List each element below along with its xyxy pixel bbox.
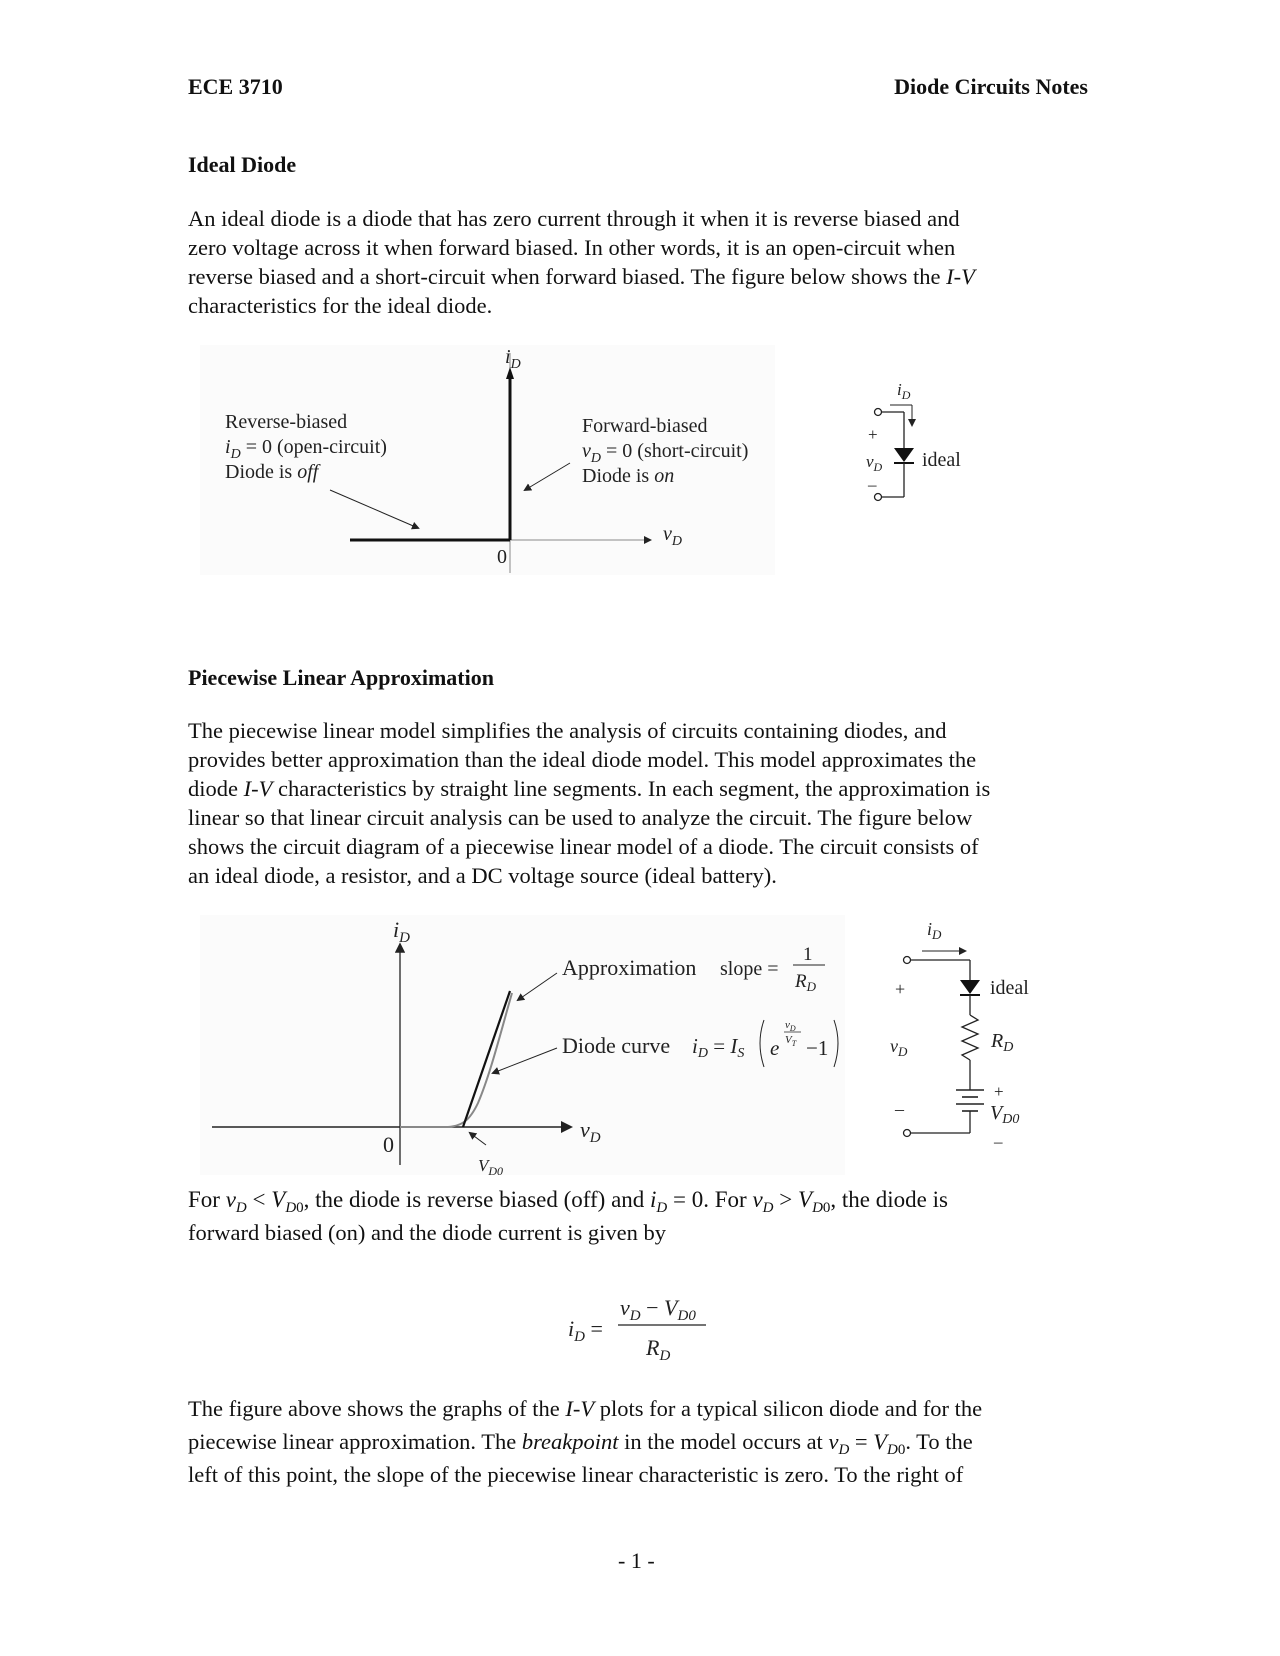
iv-term: I-V (946, 264, 975, 289)
ideal-diode-heading: Ideal Diode (188, 152, 297, 177)
paragraph-line: An ideal diode is a diode that has zero current through it when it is reverse biased and (188, 206, 960, 231)
equation-numerator: $v_D - V_{D0}$ (620, 1295, 696, 1324)
approximation-label: Approximation (562, 955, 697, 980)
slope-numerator: 1 (803, 944, 813, 965)
paragraph-line: provides better approximation than the ideal diode model. This model approximates the (188, 747, 977, 772)
circuit-label-iD: $i_D$ (897, 380, 911, 402)
current-equation (560, 1290, 720, 1370)
paragraph-line: an ideal diode, a resistor, and a DC voltage source (ideal battery). (188, 863, 777, 888)
source-plus-sign: + (994, 1082, 1004, 1101)
line-text: characteristics by straight line segments. In each segment, the approximation is (272, 776, 991, 801)
piecewise-figure (200, 915, 1100, 1175)
source-minus-sign: – (994, 1132, 1003, 1151)
closing-paragraph (188, 1392, 1108, 1491)
line-text: For (188, 1187, 226, 1212)
paragraph-line: linear so that linear circuit analysis can be used to analyze the circuit. The figure below (188, 805, 973, 830)
ideal-diode-figure-svg (200, 345, 1000, 585)
origin-label: 0 (383, 1132, 394, 1157)
minus-one: −1 (806, 1036, 829, 1060)
paragraph-line: piecewise linear approximation. The breakpoint in the model occurs at $v_D = V_{D0}$. To the (188, 1429, 973, 1458)
ideal-diode-symbol (875, 405, 915, 501)
ideal-label: ideal (922, 449, 961, 471)
ideal-diode-paragraph (188, 204, 1088, 320)
current-equation-svg (560, 1290, 720, 1370)
forward-state: Diode is on (582, 465, 675, 487)
line-text: diode (188, 776, 244, 801)
circuit-label-iD: $i_D$ (927, 919, 942, 942)
slope-label: slope = (720, 958, 779, 980)
iv-term: I-V (565, 1396, 595, 1421)
paragraph-line: left of this point, the slope of the piecewise linear characteristic is zero. To the right of (188, 1462, 964, 1487)
piecewise-paragraph (188, 716, 1088, 890)
paragraph-line (188, 262, 1088, 291)
exp-denominator: $V_T$ (785, 1034, 797, 1048)
paragraph-line: shows the circuit diagram of a piecewise linear model of a diode. The circuit consists of (188, 834, 979, 859)
exp-base: e (770, 1036, 780, 1060)
circuit-label-vD: $v_D$ (866, 452, 883, 474)
plus-sign: + (895, 979, 906, 999)
plus-sign: + (868, 425, 878, 444)
line-text: . For (703, 1187, 753, 1212)
circuit-label-vD: $v_D$ (890, 1036, 908, 1059)
minus-sign: – (895, 1099, 904, 1119)
condition-line: For $v_D < V_{D0}$, the diode is reverse biased (off) and $i_D = 0$. For $v_D > V_{D0}$, the diode is (188, 1187, 948, 1216)
line-text: , the diode is reverse biased (off) and (303, 1187, 651, 1212)
course-code: ECE 3710 (188, 74, 283, 99)
axis-label-vD: $v_D$ (663, 523, 683, 549)
equation-lhs: $i_D$ = (568, 1316, 603, 1345)
line-text: The figure above shows the graphs of the (188, 1396, 566, 1421)
document-title: Diode Circuits Notes (894, 74, 1088, 99)
paragraph-line (188, 1392, 1108, 1425)
line-text: reverse biased and a short-circuit when forward biased. The figure below shows the (188, 264, 947, 289)
breakpoint-term: breakpoint (521, 1429, 619, 1454)
equation-denominator: $R_D$ (646, 1335, 671, 1364)
minus-sign: – (868, 475, 877, 494)
line-text: piecewise linear approximation. The (188, 1429, 522, 1454)
paragraph-line: characteristics for the ideal diode. (188, 293, 493, 318)
diode-curve-label: Diode curve (562, 1033, 671, 1058)
reverse-state: Diode is off (225, 461, 319, 483)
origin-label: 0 (497, 546, 507, 568)
forward-title: Forward-biased (582, 415, 708, 437)
line-text: , the diode is (830, 1187, 948, 1212)
line-text: plots for a typical silicon diode and for the (594, 1396, 983, 1421)
ideal-diode-figure (200, 345, 1000, 585)
figure-background (200, 915, 845, 1175)
iv-term: I-V (243, 776, 273, 801)
axis-label-iD: $i_D$ (393, 917, 410, 946)
diode-curve-equation: iD = IS (692, 1034, 745, 1061)
ideal-label: ideal (990, 977, 1029, 999)
line-text: . To the (905, 1429, 973, 1454)
piecewise-circuit (904, 951, 985, 1137)
piecewise-heading: Piecewise Linear Approximation (188, 665, 494, 690)
forward-condition: $v_D = 0$ (short-circuit) (582, 440, 749, 466)
breakpoint-label-VD0: $V_{D0}$ (478, 1156, 504, 1175)
axis-label-vD: $v_D$ (580, 1117, 601, 1146)
reverse-condition: $i_D = 0$ (open-circuit) (225, 436, 387, 462)
axis-label-iD: $i_D$ (505, 346, 521, 372)
reverse-title: Reverse-biased (225, 411, 348, 433)
paragraph-line: The piecewise linear model simplifies the analysis of circuits containing diodes, and (188, 718, 947, 743)
piecewise-figure-svg (200, 915, 1100, 1175)
slope-denominator: $R_D$ (795, 971, 816, 994)
resistor-label-RD: $R_D$ (991, 1030, 1014, 1055)
paragraph-line (188, 774, 1088, 803)
paragraph-line: zero voltage across it when forward biased. In other words, it is an open-circuit when (188, 235, 956, 260)
line-text: in the model occurs at (618, 1429, 829, 1454)
exp-numerator: $v_D$ (785, 1019, 796, 1033)
condition-line-2: forward biased (on) and the diode current is given by (188, 1220, 666, 1245)
page-number: - 1 - (618, 1548, 655, 1573)
source-label-VD0: $V_{D0}$ (990, 1102, 1020, 1127)
